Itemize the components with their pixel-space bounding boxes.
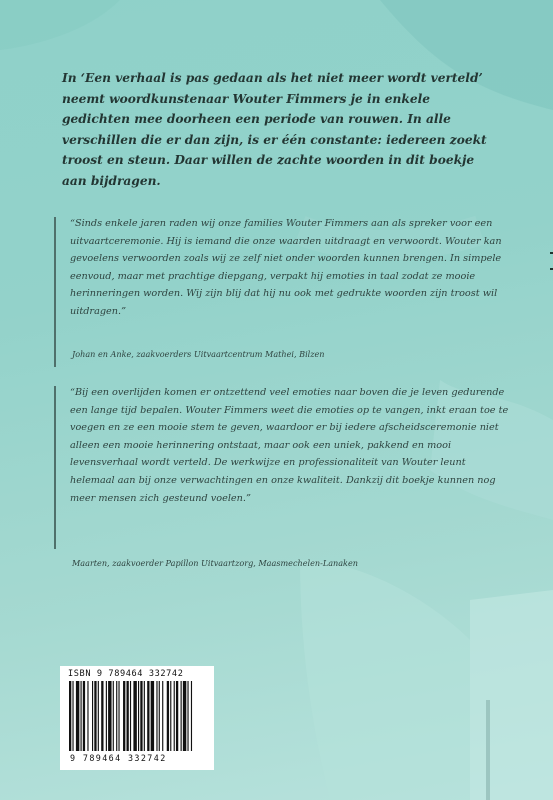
- blurb-text: In ‘Een verhaal is pas gedaan als het niet meer wordt verteld’ neemt woordkunstenaar Wouter Fimmers je in enkele gedichten mee doorheen een periode van rouwen. In alle verschillen die er dan zijn, is er één constante: iedereen zoekt troost en steun. Daar willen de zachte woorden in dit boekje aan bijdragen.: [62, 71, 487, 188]
- testimonial-1: [54, 215, 510, 321]
- quote-bar: [54, 386, 56, 549]
- barcode-digits: 9 789464 332742: [70, 753, 167, 763]
- quote-bar: [54, 217, 56, 367]
- testimonial-attribution: Maarten, zaakvoerder Papillon Uitvaartzorg, Maasmechelen-Lanaken: [72, 558, 358, 568]
- barcode-bars: [65, 681, 209, 753]
- isbn-barcode: [60, 666, 214, 770]
- testimonial-2: [54, 384, 510, 507]
- testimonial-quote: “Sinds enkele jaren raden wij onze families Wouter Fimmers aan als spreker voor een uitvaartceremonie. Hij is iemand die onze waarden uitdraagt en verwoordt. Wouter kan gevoelens verwoorden zoals wij ze zelf niet onder woorden kunnen brengen. In simpele eenvoud, maar met prachtige diepgang, verpakt hij emoties in taal zodat ze mooie herinneringen worden. Wij zijn blij dat hij nu ook met gedrukte woorden zijn troost wil uitdragen.”: [70, 218, 502, 317]
- isbn-label: ISBN 9 789464 332742: [68, 669, 184, 679]
- testimonial-attribution: Johan en Anke, zaakvoerders Uitvaartcentrum Mathei, Bilzen: [72, 349, 325, 359]
- testimonial-quote: “Bij een overlijden komen er ontzettend veel emoties naar boven die je leven gedurende een lange tijd bepalen. Wouter Fimmers weet die emoties op te vangen, inkt eraan toe te voegen en ze een mooie stem te geven, waardoor er bij iedere afscheidsceremonie niet alleen een mooie herinnering ontstaat, maar ook een uniek, pakkend en mooi levensverhaal wordt verteld. De werkwijze en professionaliteit van Wouter leunt helemaal aan bij onze verwachtingen en onze kwaliteit. Dankzij dit boekje kunnen nog meer mensen zich gesteund voelen.”: [70, 387, 509, 504]
